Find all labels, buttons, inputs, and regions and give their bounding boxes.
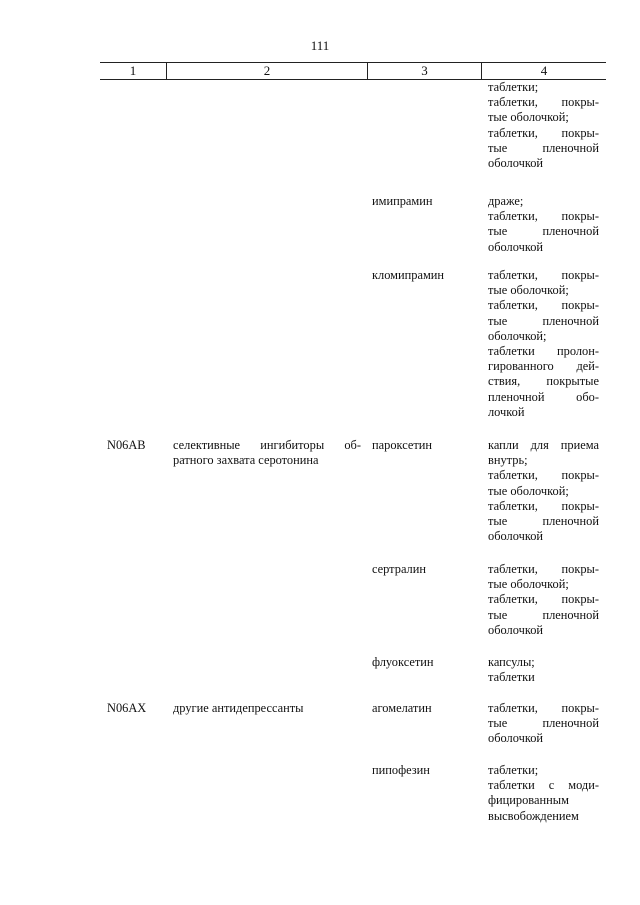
form-line: ствия, покрытые xyxy=(488,374,599,389)
form-line: фицированным xyxy=(488,793,569,808)
header-col-2: 2 xyxy=(167,63,368,79)
form-line: пленочной обо- xyxy=(488,389,599,404)
drug-name xyxy=(372,763,477,778)
form-line: оболочкой xyxy=(488,156,544,171)
group-line: другие антидепрессанты xyxy=(173,701,304,715)
drug-name-text: пипофезин xyxy=(372,763,430,777)
group-line: селективные ингибиторы об- xyxy=(173,438,361,452)
form-line: таблетки, покры- xyxy=(488,95,599,110)
form-line: тые оболочкой; xyxy=(488,483,569,498)
form-line: таблетки с моди- xyxy=(488,778,599,793)
header-col-1: 1 xyxy=(100,63,167,79)
form-line: высвобождением xyxy=(488,808,579,823)
drug-name xyxy=(372,268,477,283)
form-line: оболочкой xyxy=(488,731,544,746)
form-line: таблетки, покры- xyxy=(488,468,599,483)
form-line: оболочкой xyxy=(488,529,544,544)
form-line: тые оболочкой; xyxy=(488,283,569,298)
drug-name xyxy=(372,194,477,209)
drug-name-text: агомелатин xyxy=(372,701,432,715)
form-line: капли для приема xyxy=(488,438,599,452)
form-line: таблетки, покры- xyxy=(488,592,599,607)
form-line: тые оболочкой; xyxy=(488,577,569,592)
form-line: таблетки, покры- xyxy=(488,298,599,313)
form-line: лочкой xyxy=(488,404,525,419)
form-line: тые пленочной xyxy=(488,313,599,328)
form-line: тые пленочной xyxy=(488,224,599,239)
form-line: капсулы; xyxy=(488,655,535,669)
drug-name-text: кломипрамин xyxy=(372,268,445,282)
table-header-row xyxy=(100,62,606,80)
dosage-forms xyxy=(488,701,599,747)
form-line: тые оболочкой; xyxy=(488,110,569,125)
drug-name xyxy=(372,562,477,577)
dosage-forms xyxy=(488,655,599,685)
form-line: таблетки, покры- xyxy=(488,268,599,282)
form-line: тые пленочной xyxy=(488,140,599,155)
dosage-forms xyxy=(488,268,599,420)
atc-code-text: N06AB xyxy=(107,438,146,452)
form-line: драже; xyxy=(488,194,524,208)
page-number: 111 xyxy=(310,38,330,53)
atc-code-text: N06AX xyxy=(107,701,147,715)
group-name xyxy=(173,701,361,716)
dosage-forms xyxy=(488,438,599,544)
form-line: таблетки, покры- xyxy=(488,562,599,576)
drug-name-text: пароксетин xyxy=(372,438,433,452)
continued-dosage-forms xyxy=(488,80,599,171)
form-line: таблетки, покры- xyxy=(488,701,599,715)
drug-name xyxy=(372,438,477,453)
form-line: оболочкой xyxy=(488,239,544,254)
form-line: таблетки пролон- xyxy=(488,344,599,359)
drug-name-text: сертралин xyxy=(372,562,426,576)
form-line: таблетки, покры- xyxy=(488,125,599,140)
group-line: ратного захвата серотонина xyxy=(173,453,319,468)
form-line: внутрь; xyxy=(488,453,528,468)
form-line: тые пленочной xyxy=(488,716,599,731)
dosage-forms xyxy=(488,194,599,255)
header-col-3: 3 xyxy=(368,63,482,79)
dosage-forms xyxy=(488,763,599,824)
form-line: таблетки, покры- xyxy=(488,209,599,224)
form-line: оболочкой; xyxy=(488,328,547,343)
atc-code xyxy=(107,701,167,716)
dosage-forms xyxy=(488,562,599,638)
form-line: оболочкой xyxy=(488,622,544,637)
header-col-4: 4 xyxy=(540,63,548,78)
form-line: тые пленочной xyxy=(488,514,599,529)
form-line: гированного дей- xyxy=(488,359,599,374)
drug-name-text: флуоксетин xyxy=(372,655,434,669)
form-line: таблетки xyxy=(488,670,535,685)
drug-name xyxy=(372,655,477,670)
form-line: тые пленочной xyxy=(488,607,599,622)
drug-name xyxy=(372,701,477,716)
group-name xyxy=(173,438,361,468)
drug-name-text: имипрамин xyxy=(372,194,433,208)
form-line: таблетки; xyxy=(488,763,539,777)
atc-code xyxy=(107,438,167,453)
form-line: таблетки, покры- xyxy=(488,498,599,513)
form-line: таблетки; xyxy=(488,80,539,94)
